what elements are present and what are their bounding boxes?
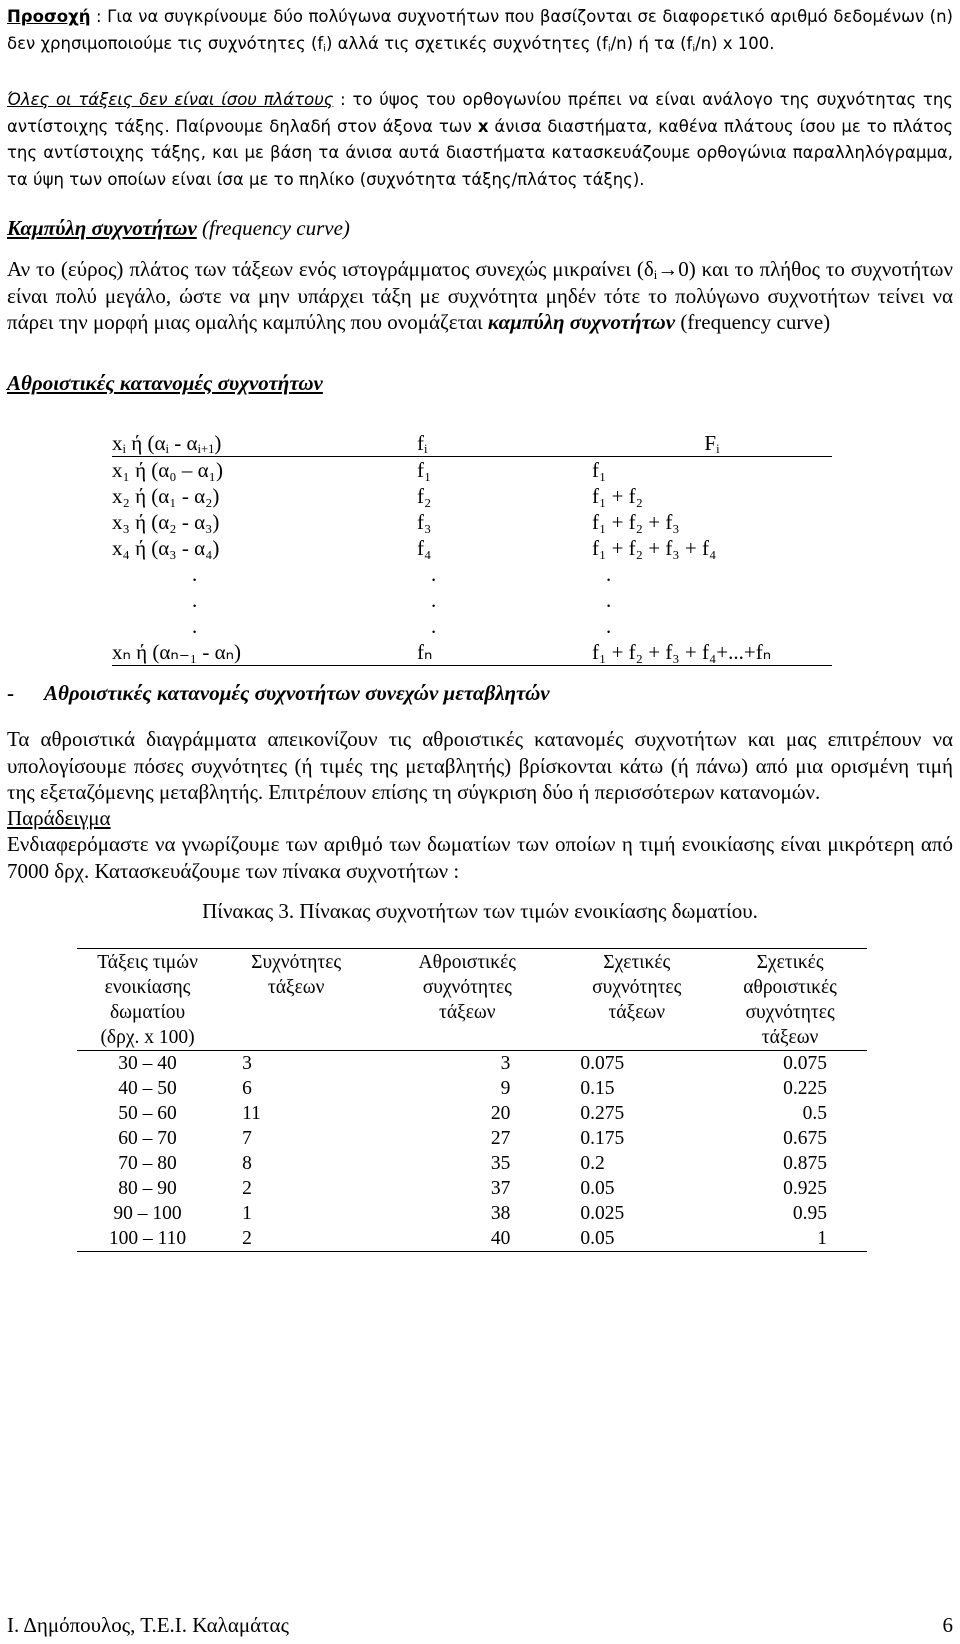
header-cumulative-frequencies: Αθροιστικές συχνότητες τάξεων <box>418 952 517 1023</box>
table-row: . . . <box>192 562 612 586</box>
table-row: 100 – 110 2 40 0.05 1 <box>77 1226 867 1252</box>
example-paragraph: Ενδιαφερόμαστε να γνωρίζουμε των αριθμό των δωματίων των οποίων η τιμή ενοικίασης είναι μικρότερη από 7000 δρχ. Κατασκευάζουμε των πίνακα συχνοτήτων : <box>7 832 953 883</box>
note-paragraph: Προσοχή : Για να συγκρίνουμε δύο πολύγωνα συχνοτήτων που βασίζονται σε διαφορετικό αριθμό δεδομένων (n) δεν χρησιμοποιούμε τις συχνότητες $(f_i)$ αλλά τις σχετικές συχνότητες $(f_i/n)$ ή τα $(f_i/n)$ x 100. <box>7 7 953 54</box>
table-row: 90 – 100 1 38 0.025 0.95 <box>113 1203 827 1224</box>
table-row: x₄ ή (α₃ - α₄) f₄ f₁ + f₂ + f₃ + f₄ <box>112 536 717 560</box>
frequency-curve-paragraph: Αν το (εύρος) πλάτος των τάξεων ενός ιστογράμματος συνεχώς μικραίνει $(\delta_i\to 0)$ και το πλήθος το συχνοτήτων είναι πολύ μεγάλο, ώστε να μην υπάρχει τάξη με συχνότητα μηδέν τότε το πολύγωνο συχνοτήτων τείνει να πάρει την μορφή μιας ομαλής καμπύλης που ονομάζεται καμπύλη συχνοτήτων (frequency curve) <box>7 257 953 334</box>
note-label: Προσοχή <box>7 7 91 26</box>
table-caption: Πίνακας 3. Πίνακας συχνοτήτων των τιμών ενοικίασης δωματίου. <box>202 899 758 923</box>
cumulative-diagrams-paragraph: Τα αθροιστικά διαγράμματα απεικονίζουν τις αθροιστικές κατανομές συχνοτήτων και μας επιτρέπουν να υπολογίσουμε πόσες συχνότητες (ή τιμές της μεταβλητής) βρίσκονται κάτω (ή πάνω) από μια ορισμένη τιμή της εξεταζόμενης μεταβλητής. Επιτρέπουν επίσης τη σύγκριση δύο ή περισσότερων κατανομών. <box>7 727 953 804</box>
header-classes: Τάξεις τιμών ενοικίασης δωματίου (δρχ. x 100) <box>97 952 198 1048</box>
table-row: 60 – 70 7 27 0.175 0.675 <box>118 1128 827 1149</box>
cumulative-distributions-heading: Αθροιστικές κατανομές συχνοτήτων <box>7 371 323 395</box>
rental-frequency-table <box>77 948 867 1252</box>
table-row: x₁ ή (α₀ – α₁) f₁ f₁ <box>112 458 607 482</box>
table-header-row <box>77 949 867 1051</box>
table-row: . . . <box>192 588 612 612</box>
arrow-icon: → <box>657 257 679 281</box>
table-row: 80 – 90 2 37 0.05 0.925 <box>118 1178 827 1199</box>
unequal-width-label: Όλες οι τάξεις δεν είναι ίσου πλάτους <box>7 90 334 109</box>
table-row: x₃ ή (α₂ - α₃) f₃ f₁ + f₂ + f₃ <box>112 510 680 534</box>
header-relative-frequencies: Σχετικές συχνότητες τάξεων <box>592 952 682 1023</box>
table-header-row <box>112 430 832 457</box>
continuous-cumulative-heading: - Αθροιστικές κατανομές συχνοτήτων συνεχών μεταβλητών <box>7 681 550 705</box>
table-row: 70 – 80 8 35 0.2 0.875 <box>118 1153 827 1174</box>
cumulative-frequency-table <box>112 430 832 666</box>
header-cumulative: $F_i$ <box>592 430 832 457</box>
header-frequency: $f_i$ <box>417 430 592 457</box>
page-number: 6 <box>942 1613 953 1637</box>
example-label: Παράδειγμα <box>7 806 111 830</box>
page-footer <box>7 1612 953 1638</box>
header-class: $x_i$ ή $(\alpha_i - \alpha_{i+1})$ <box>112 430 417 457</box>
header-frequencies: Συχνότητες τάξεων <box>251 952 342 998</box>
table-row: . . . <box>192 614 612 638</box>
frequency-curve-heading: Καμπύλη συχνοτήτων (frequency curve) <box>7 216 350 240</box>
footer-author: Ι. Δημόπουλος, Τ.Ε.Ι. Καλαμάτας <box>7 1613 289 1637</box>
header-relative-cumulative: Σχετικές αθροιστικές συχνότητες τάξεων <box>743 952 837 1048</box>
table-row: xₙ ή (αₙ₋₁ - αₙ) fₙ f₁ + f₂ + f₃ + f₄+...+fₙ <box>112 639 832 666</box>
table-row: 50 – 60 11 20 0.275 0.5 <box>118 1103 827 1124</box>
table-row: 40 – 50 6 9 0.15 0.225 <box>118 1078 827 1099</box>
table-row: 30 – 40 3 3 0.075 0.075 <box>118 1053 827 1074</box>
table-row: x₂ ή (α₁ - α₂) f₂ f₁ + f₂ <box>112 484 643 508</box>
unequal-width-paragraph: Όλες οι τάξεις δεν είναι ίσου πλάτους : το ύψος του ορθογωνίου πρέπει να είναι ανάλογο της συχνότητας της αντίστοιχης τάξης. Παίρνουμε δηλαδή στον άξονα των x άνισα διαστήματα, καθένα πλάτους ίσου με το πλάτος της αντίστοιχης τάξης, και με βάση τα άνισα αυτά διαστήματα κατασκευάζουμε ορθογώνια παραλληλόγραμμα, τα ύψη των οποίων είναι ίσα με το πηλίκο (συχνότητα τάξης/πλάτος τάξης). <box>7 90 953 189</box>
